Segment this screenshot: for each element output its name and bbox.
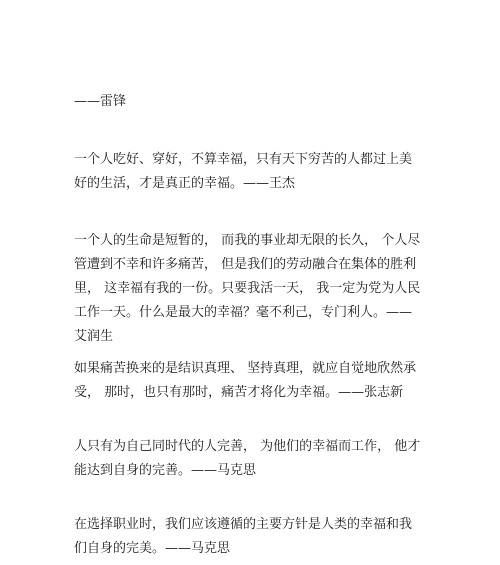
quote-airunsheng: 一个人的生命是短暂的， 而我的事业却无限的长久， 个人尽管遭到不幸和许多痛苦， 但是我们的劳动融合在集体的胜利里， 这幸福有我的一份。只要我活一天， 我一定为党为人民工作一天。什么是最大的幸福？毫不利己，专门利人。——艾润生: [74, 233, 421, 344]
quote-attribution-leifeng: ——雷锋: [74, 94, 127, 109]
quote-zhangzhixin: 如果痛苦换来的是结识真理、 坚持真理，就应自觉地欣然承受， 那时，也只有那时，痛苦才将化为幸福。——张志新: [74, 361, 417, 400]
quote-wangjie: 一个人吃好、穿好，不算幸福，只有天下穷苦的人都过上美好的生活，才是真正的幸福。——王杰: [74, 152, 413, 191]
quote-marx-2: 在选择职业时，我们应该遵循的主要方针是人类的幸福和我们自身的完美。——马克思: [74, 517, 413, 556]
quote-marx-1: 人只有为自己同时代的人完善， 为他们的幸福而工作， 他才能达到自身的完善。——马克思: [74, 439, 421, 478]
